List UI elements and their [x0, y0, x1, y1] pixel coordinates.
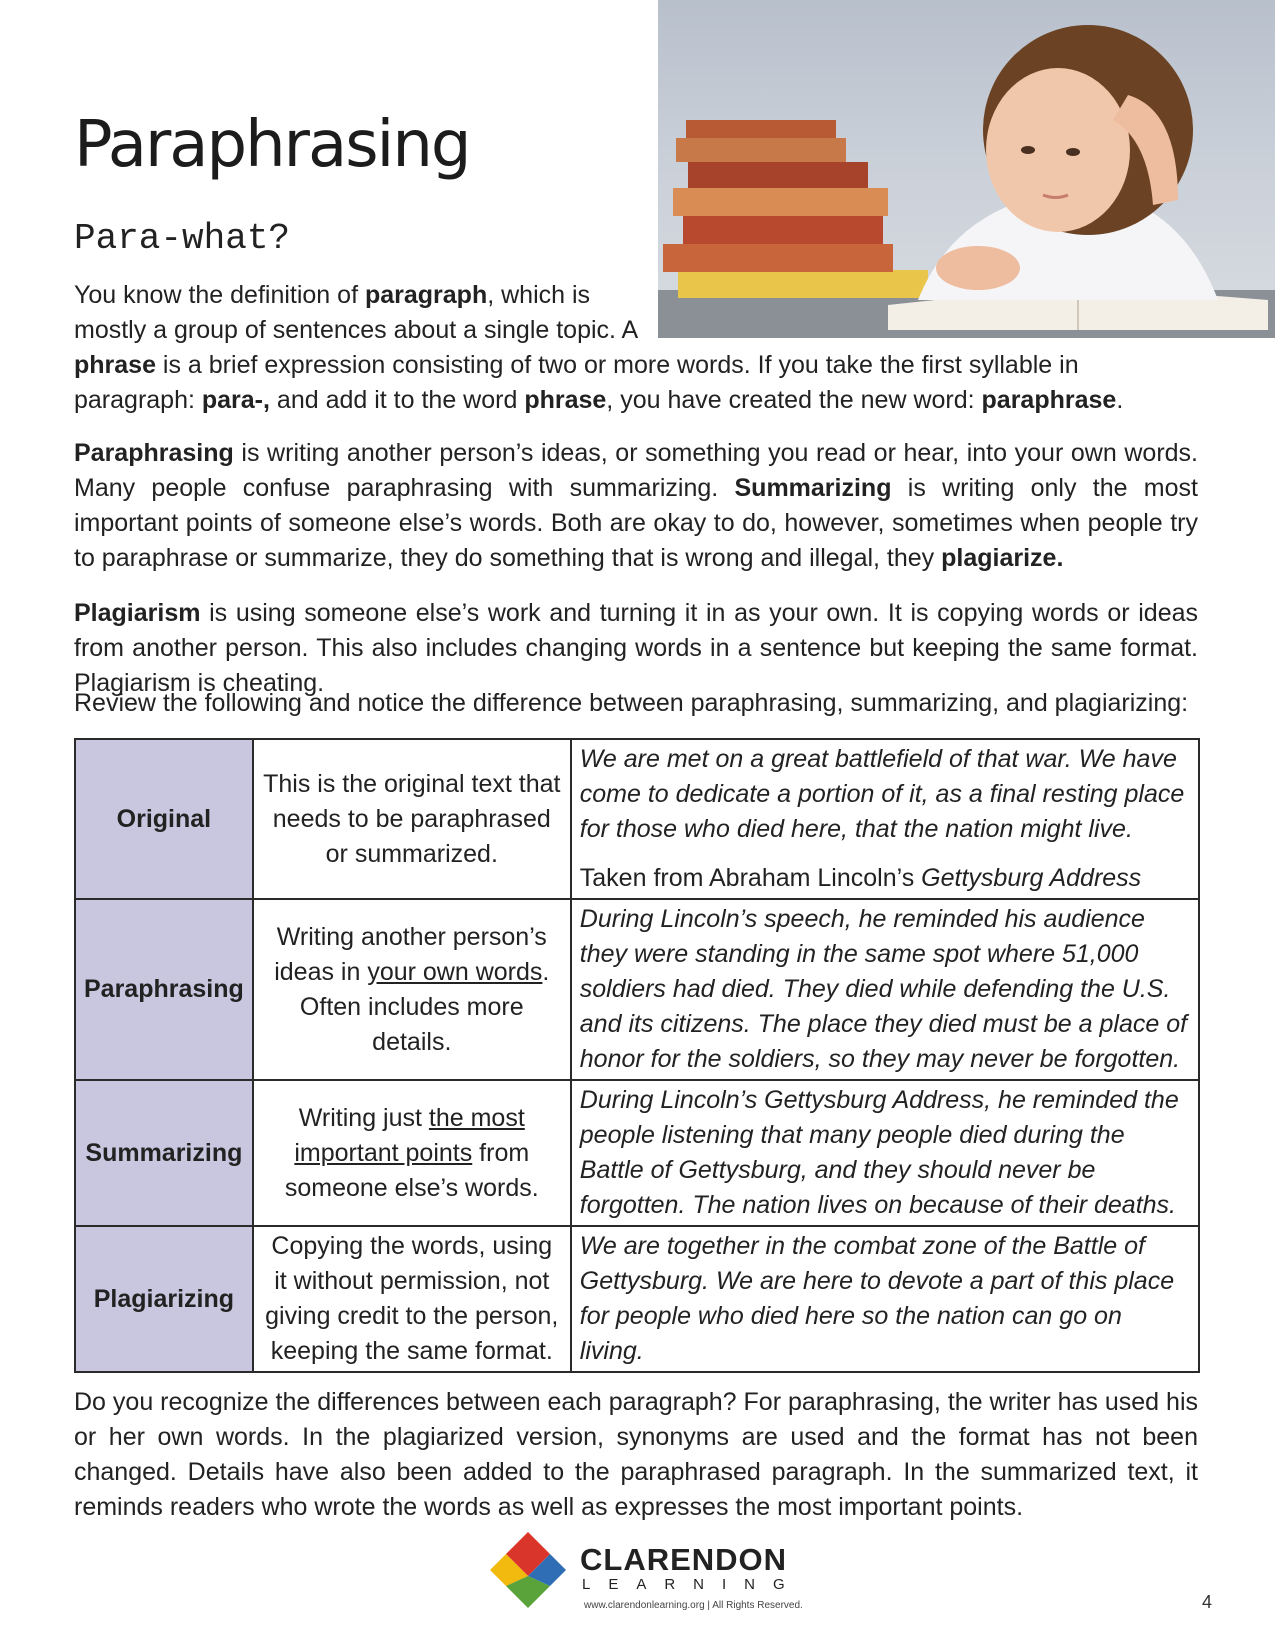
intro-text-2: , which is mostly a group of sentences about a single topic. A [74, 281, 637, 344]
photo-text-wrap-spacer [638, 278, 1198, 348]
comparison-table [74, 738, 1200, 1373]
term-plagiarism: Plagiarism [74, 599, 201, 627]
review-instruction: Review the following and notice the difference between paraphrasing, summarizing, and plagiarizing: [74, 689, 1189, 717]
intro-paragraph [74, 278, 1198, 418]
clarendon-learning-logo [488, 1530, 803, 1620]
p2-text-1: is writing another person’s ideas, or something you read or hear, into your own words. Many people confuse paraphrasing with summarizing. [74, 439, 1198, 502]
intro-text-3: is a brief expression consisting of two or more words. If you take the first syllable in paragraph: [74, 351, 1079, 414]
row-label-original: Original [75, 739, 253, 899]
row-example-plagiarizing: We are together in the combat zone of the Battle of Gettysburg. We are here to devote a part of this place for people who died here so the nation can go on living. [571, 1226, 1199, 1372]
table-row-original [75, 739, 1199, 899]
closing-paragraph: Do you recognize the differences between each paragraph? For paraphrasing, the writer has used his or her own words. In the plagiarized version, synonyms are used and the format has not been changed. Details have also been added to the paraphrased paragraph. In the summarized text, it reminds readers who wrote the words as well as expresses the most important points. [74, 1388, 1198, 1521]
table-row-plagiarizing [75, 1226, 1199, 1372]
desc-underlined: your own words [367, 957, 543, 986]
source-title: Gettysburg Address [921, 864, 1142, 892]
row-example-paraphrasing: During Lincoln’s speech, he reminded his audience they were standing in the same spot where 51,000 soldiers had died. They died while defending the U.S. and its citizens. The place they died must be a place of honor for the soldiers, so they may never be forgotten. [571, 899, 1199, 1080]
row-label-paraphrasing: Paraphrasing [75, 899, 253, 1080]
page-title: Paraphrasing [74, 108, 470, 182]
term-paraphrase: paraphrase [981, 386, 1117, 414]
p3-text-1: is using someone else’s work and turning it in as your own. It is copying words or ideas from another person. This also includes changing words in a sentence but keeping the same format. Plagiarism is cheating. [74, 599, 1198, 697]
table-row-paraphrasing [75, 899, 1199, 1080]
footer-url: www.clarendonlearning.org | All Rights Reserved. [584, 1600, 803, 1611]
row-label-summarizing: Summarizing [75, 1080, 253, 1226]
term-summarizing: Summarizing [734, 474, 892, 502]
row-desc-original: This is the original text that needs to be paraphrased or summarized. [253, 739, 571, 899]
original-source [580, 861, 1190, 896]
term-phrase: phrase [74, 351, 156, 379]
desc-text-1: Writing another person’s ideas in [274, 922, 547, 986]
logo-brand-sub: LEARNING [582, 1576, 803, 1593]
term-plagiarize: plagiarize. [941, 544, 1064, 572]
puzzle-logo-icon [488, 1530, 568, 1610]
row-desc-plagiarizing: Copying the words, using it without permission, not giving credit to the person, keeping the same format. [253, 1226, 571, 1372]
intro-text-1: You know the definition of [74, 281, 365, 309]
table-row-summarizing [75, 1080, 1199, 1226]
desc-text-2: . Often includes more details. [299, 957, 550, 1056]
desc-underlined: the most important points [294, 1103, 525, 1167]
intro-text-5: , you have created the new word: [606, 386, 982, 414]
page-subtitle: Para-what? [74, 218, 291, 259]
desc-text-2: from someone else’s words. [284, 1138, 539, 1202]
desc-text-1: Writing just [298, 1103, 429, 1132]
term-paragraph: paragraph [364, 281, 488, 309]
term-phrase-2: phrase [524, 386, 607, 414]
term-para: para-, [201, 386, 270, 414]
source-prefix: Taken from Abraham Lincoln’s [579, 864, 922, 892]
original-quote: We are met on a great battlefield of that war. We have come to dedicate a portion of it, as a final resting place for those who died here, that the nation might live. [579, 745, 1185, 843]
page-number: 4 [1202, 1592, 1213, 1612]
row-example-original [571, 739, 1199, 899]
term-paraphrasing: Paraphrasing [74, 439, 234, 467]
row-desc-summarizing [253, 1080, 571, 1226]
row-example-summarizing: During Lincoln’s Gettysburg Address, he reminded the people listening that many people died during the Battle of Gettysburg, and they should never be forgotten. The nation lives on because of their deaths. [571, 1080, 1199, 1226]
logo-brand: CLARENDON [580, 1542, 788, 1577]
paraphrasing-definition-paragraph [74, 436, 1198, 576]
intro-text-6: . [1116, 386, 1124, 414]
p2-text-2: is writing only the most important points of someone else’s words. Both are okay to do, however, sometimes when people try to paraphrase or summarize, they do something that is wrong and illegal, they [74, 474, 1198, 572]
row-desc-paraphrasing [253, 899, 571, 1080]
row-label-plagiarizing: Plagiarizing [75, 1226, 253, 1372]
intro-text-4: and add it to the word [269, 386, 525, 414]
